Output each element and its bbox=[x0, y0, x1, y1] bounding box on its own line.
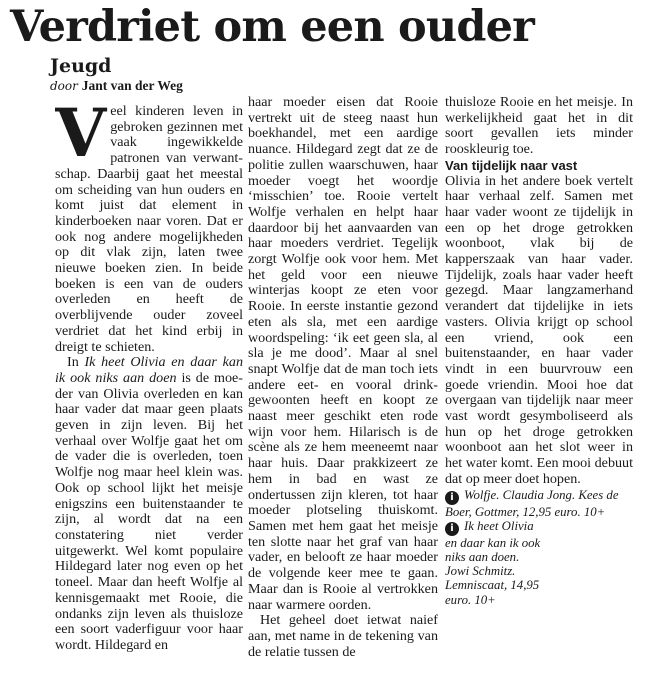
article-column-2 bbox=[248, 95, 438, 675]
paragraph: Het geheel doet ietwat naief aan, met name in de tekening van de relatie tussen de bbox=[248, 612, 438, 660]
section-kicker: Jeugd bbox=[50, 55, 112, 77]
book-info-text: Wolfje. Claudia Jong. Kees de Boer, Gottmer, 12,95 euro. 10+ bbox=[445, 487, 619, 519]
intro-text: eel kinderen leven in gebroken gezinnen met vaak ingewikkelde patronen van verwantschap. Daarbij gaat het meestal om scheiding van hun ouders en komt juist dat element in kinderboeken naar voren. Dat er ook nog andere mogelijkheden op dit vlak zijn, laten twee nieuwe boeken zien. In beide boeken is een van de ouders overleden en heeft de overblijvende ouder zoveel verdriet dat het kind erbij in dreigt te schieten. bbox=[55, 104, 243, 355]
article-column-3 bbox=[445, 95, 633, 675]
info-icon: i bbox=[445, 491, 459, 505]
byline bbox=[50, 79, 183, 93]
book-info-olivia bbox=[445, 519, 541, 607]
paragraph-text: In bbox=[67, 354, 79, 371]
book-title: Ik heet Olivia en daar kan ik ook niks aan doen bbox=[55, 354, 243, 386]
book-info-text: Ik heet Olivia en daar kan ik ook niks aan doen. Jowi Schmitz. Lemniscaat, 14,95 euro. 10+ bbox=[445, 518, 541, 607]
headline: Verdriet om een ouder bbox=[10, 2, 534, 52]
paragraph bbox=[55, 355, 243, 653]
paragraph: Olivia in het andere boek vertelt haar verhaal zelf. Samen met haar vader woont ze tijdelijk in een op het droge getrokken woonboot, vlak bij de kapperszaak van haar vader. Tijdelijk, zoals haar vader heeft gezegd. Maar langzamerhand verandert dat tijdelijke in iets vasters. Olivia krijgt op school een vriend, ook een buitenstaander, en haar vader vindt in een buurvrouw een goede vriendin. Mooi hoe dat overgaan van tijdelijk naar meer vast wordt gesymboliseerd als hun op het droge getrokken woonboot aan het slot weer in het water komt. Een mooi debuut dat op meer doet hopen. bbox=[445, 172, 633, 487]
byline-prefix: door bbox=[50, 79, 78, 93]
paragraph-text: is de moeder van Olivia overleden en kan haar vader dat maar geen plaats geven in zijn leven. Bij het verhaal over Wolfje gaat het om de vader die is overleden, toen Wolfje nog maar heel klein was. Ook op school lijkt het meisje enigszins een buitenstaander te zijn, al wordt dat na een constatering niet verder uitgewerkt. Wel komt populaire Hildegard later nog even op het toneel. Maar dan heeft Wolfje al kennisgemaakt met Rooie, die ondanks zijn leven als thuisloze een soort vaderfiguur voor haar wordt. Hildegard en bbox=[55, 369, 243, 653]
subheading: Van tijdelijk naar vast bbox=[445, 157, 578, 173]
intro-paragraph bbox=[55, 104, 243, 355]
byline-author: Jant van der Weg bbox=[81, 78, 183, 93]
paragraph: haar moeder eisen dat Rooie vertrekt uit de steeg naast hun boekhandel, met een aardige nuance. Hildegard zegt dat ze de politie zullen waarschuwen, haar moeder voegt het woordje ‘misschien’ toe. Rooie vertelt Wolfje verhalen en helpt haar daardoor bij het aanvaarden van haar moeders verdriet. Tegelijk zorgt Wolfje ook voor hem. Met het geld voor een nieuwe winterjas koopt ze eten voor Rooie. In eerste instantie gezond eten als sla, met een aardige woordspeling: ‘ik eet geen sla, al sla je me dood’. Maar al snel snapt Wolfje dat de man toch iets andere eet- en vooral drinkgewoonten heeft en koopt ze naast meer geschikt eten rode wijn voor hem. Hilarisch is de scène als ze hem meeneemt naar haar huis. Daar prakkizeert ze hem in bad en wast ze ondertussen zijn kleren, tot haar moeder plotseling thuiskomt. Samen met hem gaat het meisje ten slotte naar het graf van haar vader, en belooft ze haar moeder de volgende keer mee te gaan. Maar dan is Rooie al vertrokken naar warmere oorden. bbox=[248, 95, 438, 613]
article-column-1 bbox=[55, 104, 243, 684]
drop-cap: V bbox=[55, 104, 107, 172]
info-icon: i bbox=[445, 522, 459, 536]
book-info-wolfje bbox=[445, 488, 633, 519]
paragraph: thuisloze Rooie en het meisje. In werkelijkheid gaat het in dit soort gevallen iets minder rooskleurig toe. bbox=[445, 95, 633, 158]
